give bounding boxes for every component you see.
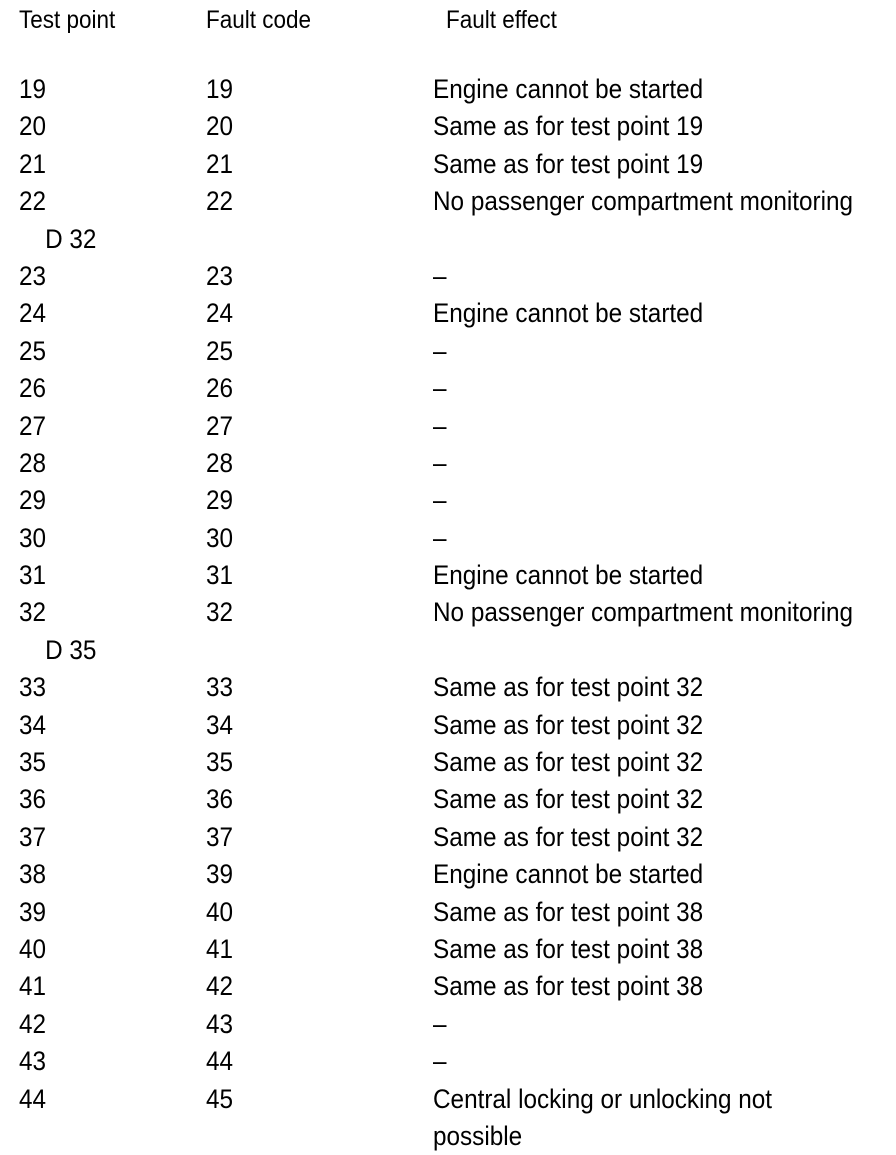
test-point-cell: 43 [19, 1046, 47, 1077]
fault-effect-cell: – [433, 335, 447, 366]
table-row [0, 894, 896, 931]
fault-effect-cell: Engine cannot be started [433, 560, 704, 591]
table-row [0, 707, 896, 744]
table-row [0, 931, 896, 968]
fault-code-cell: 27 [206, 410, 234, 441]
test-point-cell: 19 [19, 74, 47, 104]
fault-effect-cell: Same as for test point 32 [433, 672, 704, 703]
fault-effect-cell: No passenger compartment monitoring [433, 186, 854, 217]
table-row [0, 295, 896, 332]
table-row [0, 856, 896, 893]
fault-code-cell: 33 [206, 672, 234, 703]
table-row [0, 370, 896, 407]
test-point-cell: 29 [19, 485, 47, 516]
test-point-cell: 36 [19, 784, 47, 815]
test-point-cell: 25 [19, 335, 47, 366]
fault-code-cell: 32 [206, 597, 234, 628]
fault-effect-cell: No passenger compartment monitoring [433, 597, 854, 628]
test-point-cell: 33 [19, 672, 47, 703]
test-point-cell: 39 [19, 896, 47, 927]
test-point-cell: 35 [19, 747, 47, 778]
table-row [0, 445, 896, 482]
fault-code-cell: 31 [206, 560, 234, 591]
table-row [0, 71, 896, 108]
fault-effect-cell: – [433, 410, 447, 441]
table-header [0, 4, 896, 36]
fault-code-cell: 37 [206, 821, 234, 852]
fault-code-cell: 35 [206, 747, 234, 778]
table-row [0, 781, 896, 818]
test-point-cell: 26 [19, 373, 47, 404]
fault-code-cell: 36 [206, 784, 234, 815]
test-point-cell: 24 [19, 298, 47, 329]
fault-code-cell: 40 [206, 896, 234, 927]
test-point-cell: 30 [19, 522, 47, 553]
table-row [0, 482, 896, 519]
fault-effect-cell: – [433, 447, 447, 478]
header-fault-code: Fault code [206, 6, 312, 34]
table-row [0, 258, 896, 295]
table-row [0, 183, 896, 220]
test-point-cell: 27 [19, 410, 47, 441]
fault-effect-cell: Same as for test point 32 [433, 709, 704, 740]
table-body [0, 71, 896, 1155]
fault-effect-cell: – [433, 522, 447, 553]
fault-code-cell: 39 [206, 859, 234, 890]
fault-effect-cell: Same as for test point 38 [433, 971, 704, 1002]
fault-effect-cell: Central locking or unlocking not possible [433, 1083, 773, 1151]
test-point-cell: 38 [19, 859, 47, 890]
fault-effect-cell: Same as for test point 32 [433, 784, 704, 815]
test-point-cell: 44 [19, 1083, 47, 1114]
test-point-cell: 23 [19, 260, 47, 291]
fault-code-cell: 34 [206, 709, 234, 740]
table-row [0, 1006, 896, 1043]
fault-effect-cell: – [433, 1046, 447, 1077]
header-fault-effect: Fault effect [446, 6, 557, 34]
fault-effect-cell: Same as for test point 19 [433, 111, 704, 142]
test-point-cell: 42 [19, 1008, 47, 1039]
test-point-cell: 37 [19, 821, 47, 852]
fault-effect-cell: Same as for test point 38 [433, 933, 704, 964]
fault-code-cell: 23 [206, 260, 234, 291]
table-row [0, 1081, 896, 1155]
table-row [0, 108, 896, 145]
test-point-cell: 40 [19, 933, 47, 964]
fault-code-cell: 21 [206, 148, 234, 179]
fault-code-cell: 24 [206, 298, 234, 329]
fault-effect-cell: – [433, 373, 447, 404]
fault-code-cell: 25 [206, 335, 234, 366]
fault-code-cell: 20 [206, 111, 234, 142]
fault-effect-cell: Engine cannot be started [433, 298, 704, 329]
table-row [0, 594, 896, 631]
fault-code-cell: 45 [206, 1083, 234, 1114]
test-point-cell: 31 [19, 560, 47, 591]
fault-code-cell: 29 [206, 485, 234, 516]
fault-effect-cell: – [433, 260, 447, 291]
fault-effect-cell: Same as for test point 32 [433, 821, 704, 852]
group-label-row [0, 221, 896, 258]
header-test-point: Test point [19, 6, 116, 34]
test-point-cell: 21 [19, 148, 47, 179]
fault-effect-cell: Same as for test point 38 [433, 896, 704, 927]
fault-code-cell: 42 [206, 971, 234, 1002]
fault-effect-cell: – [433, 1008, 447, 1039]
table-row [0, 408, 896, 445]
table-row [0, 333, 896, 370]
group-label: D 35 [45, 634, 97, 665]
table-row [0, 146, 896, 183]
fault-code-cell: 44 [206, 1046, 234, 1077]
fault-code-cell: 43 [206, 1008, 234, 1039]
fault-effect-cell: Same as for test point 32 [433, 747, 704, 778]
fault-code-cell: 26 [206, 373, 234, 404]
fault-effect-cell: Engine cannot be started [433, 859, 704, 890]
table-row [0, 669, 896, 706]
test-point-cell: 28 [19, 447, 47, 478]
test-point-cell: 22 [19, 186, 47, 217]
fault-effect-cell: Engine cannot be started [433, 74, 704, 104]
table-row [0, 1043, 896, 1080]
fault-effect-cell: Same as for test point 19 [433, 148, 704, 179]
test-point-cell: 34 [19, 709, 47, 740]
test-point-cell: 32 [19, 597, 47, 628]
table-row [0, 968, 896, 1005]
fault-effect-cell: – [433, 485, 447, 516]
group-label-row [0, 632, 896, 669]
fault-code-cell: 19 [206, 74, 234, 104]
fault-code-cell: 41 [206, 933, 234, 964]
group-label: D 32 [45, 223, 97, 254]
fault-code-cell: 22 [206, 186, 234, 217]
fault-code-cell: 28 [206, 447, 234, 478]
fault-code-cell: 30 [206, 522, 234, 553]
test-point-cell: 41 [19, 971, 47, 1002]
table-row [0, 744, 896, 781]
table-row [0, 819, 896, 856]
table-row [0, 520, 896, 557]
test-point-cell: 20 [19, 111, 47, 142]
table-row [0, 557, 896, 594]
